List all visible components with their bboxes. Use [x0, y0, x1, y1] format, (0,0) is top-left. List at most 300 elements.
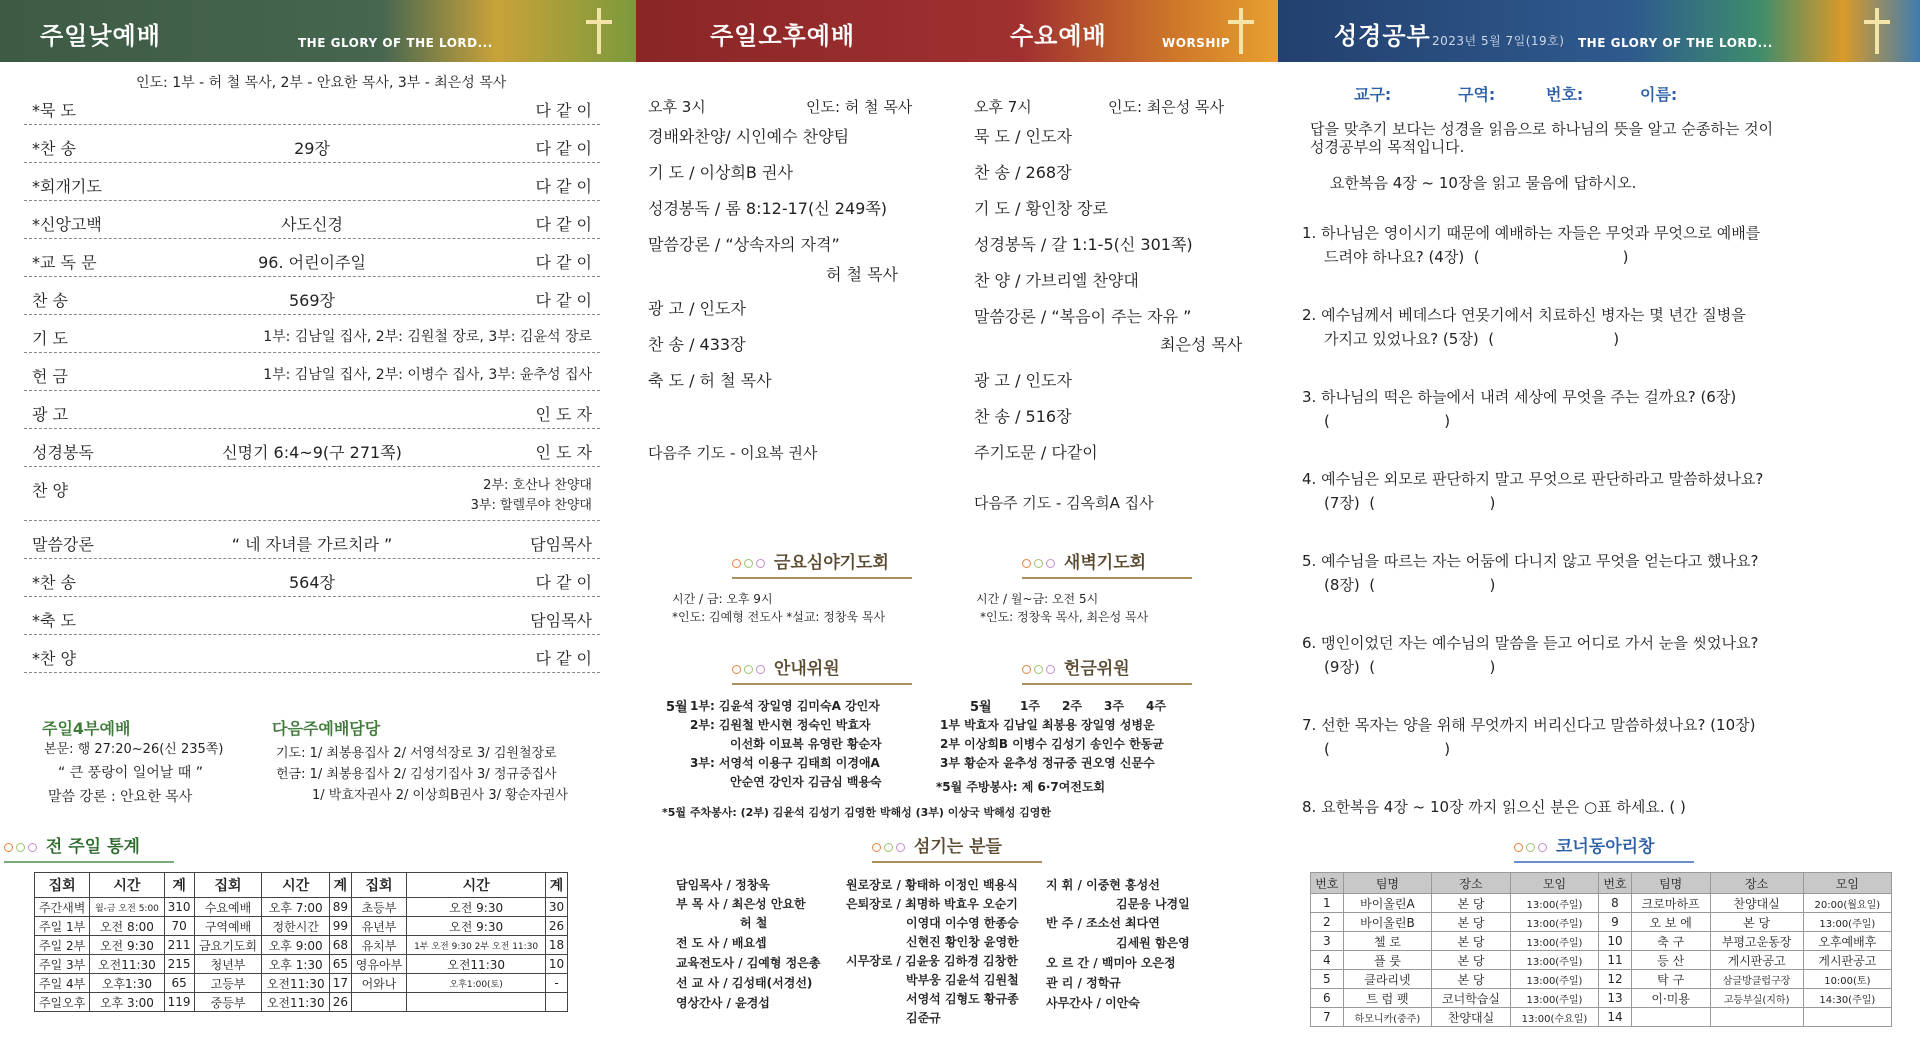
order-item-label: 성경봉독	[32, 443, 94, 462]
afternoon-order-line: 광 고 / 인도자	[648, 299, 746, 318]
stats-cell	[351, 993, 406, 1012]
stats-cell: 오전11:30	[90, 955, 164, 974]
question-answer-blank: 가지고 있었나요? (5장) ( )	[1324, 330, 1620, 348]
stats-header: 계	[546, 873, 568, 898]
club-cell: 13:00(주일)	[1510, 970, 1598, 989]
issue-date: 2023년 5월 7일(19호)	[1432, 34, 1565, 48]
question-text: 3. 하나님의 떡은 하늘에서 내려 세상에 무엇을 주는 걸까요? (6장)	[1302, 388, 1737, 406]
friday-leaders: *인도: 김예형 전도사 *설교: 정창욱 목사	[672, 610, 886, 624]
order-item-label: 찬 송	[32, 291, 68, 310]
club-cell: 본 당	[1432, 951, 1511, 970]
club-cell: 본 당	[1432, 932, 1511, 951]
club-cell: 삼글방클럽구장	[1710, 970, 1803, 989]
dots-icon	[732, 553, 768, 573]
order-item-detail: 사도신경	[281, 215, 343, 234]
stats-cell: 월-금 오전 5:00	[90, 898, 164, 917]
stats-cell: 청년부	[194, 955, 262, 974]
club-header: 모임	[1803, 873, 1891, 894]
club-cell: 8	[1599, 894, 1632, 913]
club-cell: 본 당	[1432, 970, 1511, 989]
order-item-label: *회개기도	[32, 177, 102, 196]
order-item-detail: 569장	[289, 291, 335, 310]
staff-line: 원로장로 / 황태하 이정인 백용식	[846, 878, 1018, 892]
order-item-detail: “ 네 자녀를 가르치라 ”	[231, 535, 393, 554]
stats-header: 집회	[351, 873, 406, 898]
club-cell: 13:00(주일)	[1510, 894, 1598, 913]
question-text: 1. 하나님은 영이시기 때문에 예배하는 자들은 무엇과 무엇으로 예배를	[1302, 224, 1761, 242]
staff-line: 선 교 사 / 김성태(서경선)	[676, 976, 813, 990]
dawn-prayer-title: 새벽기도회	[1063, 553, 1147, 573]
offering-week-label: 1주	[1020, 699, 1040, 713]
stats-cell: 구역예배	[194, 917, 262, 936]
service-leaders: 인도: 1부 - 허 철 목사, 2부 - 안요한 목사, 3부 - 최은성 목사	[136, 75, 507, 91]
club-cell: 오후예배후	[1803, 932, 1891, 951]
stats-cell: 유치부	[351, 936, 406, 955]
stats-cell: 89	[330, 898, 352, 917]
stats-row	[35, 955, 568, 974]
stats-cell: 수요예배	[194, 898, 262, 917]
staff-line: 관 리 / 정학규	[1046, 976, 1121, 990]
next-week-prayer: 기도: 1/ 최봉용집사 2/ 서영석장로 3/ 김원철장로	[276, 746, 557, 761]
club-cell: 13:00(주일)	[1510, 951, 1598, 970]
friday-time: 시간 / 금: 오후 9시	[672, 592, 773, 606]
dots-icon	[1514, 837, 1550, 857]
order-item-label: 찬 양	[32, 481, 68, 500]
club-header: 팀명	[1631, 873, 1710, 894]
staff-line: 서영석 김형도 황규종	[906, 992, 1019, 1006]
club-header: 번호	[1599, 873, 1632, 894]
question-answer-blank: 드려야 하나요? (4장) ( )	[1324, 248, 1629, 266]
club-cell: 본 당	[1710, 913, 1803, 932]
stats-header: 집회	[35, 873, 90, 898]
question-text: 6. 맹인이었던 자는 예수님의 말씀을 듣고 어디로 가서 눈을 씻었나요?	[1302, 634, 1759, 652]
stats-row	[35, 936, 568, 955]
wednesday-order-line: 성경봉독 / 갈 1:1-5(신 301쪽)	[974, 235, 1193, 254]
club-row	[1311, 989, 1892, 1008]
stats-cell: 65	[330, 955, 352, 974]
club-cell: 크로마하프	[1631, 894, 1710, 913]
club-cell: 이·미용	[1631, 989, 1710, 1008]
order-row	[24, 466, 600, 521]
stats-cell: 오후 3:00	[90, 993, 164, 1012]
club-cell: 오 보 에	[1631, 913, 1710, 932]
afternoon-banner	[636, 0, 1278, 62]
club-cell: 5	[1311, 970, 1344, 989]
stats-cell: 오후1:30	[90, 974, 164, 993]
panel-title-wednesday: 수요예배	[1010, 22, 1107, 50]
staff-line: 담임목사 / 정창욱	[676, 878, 770, 892]
club-cell: 게시판공고	[1803, 951, 1891, 970]
stats-header: 시간	[262, 873, 330, 898]
panel-title: 주일낮예배	[40, 22, 161, 50]
stats-cell: 금요기도회	[194, 936, 262, 955]
usher-month: 5월	[666, 700, 688, 715]
stats-cell: -	[546, 974, 568, 993]
stats-cell: 211	[164, 936, 194, 955]
sunday-service-panel	[0, 0, 636, 1061]
order-item-label: *찬 송	[32, 139, 76, 158]
stats-cell: 초등부	[351, 898, 406, 917]
dots-icon	[1022, 659, 1058, 679]
order-row	[24, 558, 600, 597]
club-cell: 바이올린B	[1343, 913, 1431, 932]
stats-cell: 정한시간	[262, 917, 330, 936]
club-header: 장소	[1710, 873, 1803, 894]
staff-line: 신현진 황인창 윤영한	[906, 935, 1019, 949]
stats-cell: 65	[164, 974, 194, 993]
club-cell: 11	[1599, 951, 1632, 970]
club-cell: 클라리넷	[1343, 970, 1431, 989]
stats-cell: 오전 9:30	[90, 936, 164, 955]
stats-title: 전 주일 통계	[45, 837, 140, 857]
stats-cell: 주간새벽	[35, 898, 90, 917]
order-item-label: *축 도	[32, 611, 76, 630]
field-label: 이름:	[1640, 85, 1678, 104]
wednesday-order-line: 기 도 / 황인창 장로	[974, 199, 1108, 218]
wednesday-order-line: 찬 양 / 가브리엘 찬양대	[974, 271, 1139, 290]
club-cell: 바이올린A	[1343, 894, 1431, 913]
question-answer-blank: (9장) ( )	[1324, 658, 1496, 676]
order-row	[24, 352, 600, 391]
stats-cell: 중등부	[194, 993, 262, 1012]
club-header: 장소	[1432, 873, 1511, 894]
stats-cell: 주일 3부	[35, 955, 90, 974]
wednesday-order-line: 찬 송 / 268장	[974, 163, 1072, 182]
club-cell: 고등부실(지하)	[1710, 989, 1803, 1008]
stats-cell	[546, 993, 568, 1012]
afternoon-wednesday-panel	[636, 0, 1278, 1061]
panel-title: 성경공부	[1334, 22, 1431, 50]
bible-study-banner	[1278, 0, 1920, 62]
order-item-leader: 다 같 이	[535, 101, 592, 120]
order-row	[24, 238, 600, 277]
stats-cell: 1부 오전 9:30 2부 오전 11:30	[407, 936, 546, 955]
order-item-leader: 1부: 김남일 집사, 2부: 이병수 집사, 3부: 윤추성 집사	[263, 367, 592, 383]
instruction: 요한복음 4장 ~ 10장을 읽고 물음에 답하시오.	[1330, 174, 1637, 192]
club-cell: 10	[1599, 932, 1632, 951]
stats-row	[35, 974, 568, 993]
pm-time: 오후 3시	[648, 98, 706, 116]
order-item-leader: 담임목사	[530, 535, 592, 554]
club-cell: 14	[1599, 1008, 1632, 1027]
club-cell: 13:00(주일)	[1803, 913, 1891, 932]
friday-prayer-title: 금요심야기도회	[773, 553, 889, 573]
wednesday-order-line: 찬 송 / 516장	[974, 407, 1072, 426]
club-cell: 2	[1311, 913, 1344, 932]
stats-cell: 오전11:30	[407, 955, 546, 974]
club-cell: 찬양대실	[1710, 894, 1803, 913]
order-row	[24, 520, 600, 559]
club-cell: 12	[1599, 970, 1632, 989]
panel-subtitle: THE GLORY OF THE LORD...	[1578, 36, 1773, 50]
stats-cell: 26	[546, 917, 568, 936]
club-heading	[1514, 832, 1694, 863]
sunday-service-banner	[0, 0, 636, 62]
order-item-label: 헌 금	[32, 367, 68, 386]
club-cell: 트 럼 펫	[1343, 989, 1431, 1008]
club-header: 팀명	[1343, 873, 1431, 894]
question-text: 7. 선한 목자는 양을 위해 무엇까지 버리신다고 말씀하셨나요? (10장)	[1302, 716, 1756, 734]
club-cell: 3	[1311, 932, 1344, 951]
club-cell: 13:00(주일)	[1510, 989, 1598, 1008]
club-cell: 게시판공고	[1710, 951, 1803, 970]
kitchen-service-note: *5월 주방봉사: 제 6·7여전도회	[936, 780, 1106, 794]
stats-cell: 오전 9:30	[407, 898, 546, 917]
club-cell: 등 산	[1631, 951, 1710, 970]
staff-line: 오 르 간 / 백미아 오은정	[1046, 956, 1176, 970]
offering-week-label: 2주	[1062, 699, 1082, 713]
order-row	[24, 86, 600, 125]
cross-icon	[1228, 8, 1254, 54]
afternoon-order-line: 성경봉독 / 롬 8:12-17(신 249쪽)	[648, 199, 888, 218]
stats-cell: 오전11:30	[262, 993, 330, 1012]
stats-cell: 주일 1부	[35, 917, 90, 936]
panel-subtitle: THE GLORY OF THE LORD...	[298, 36, 493, 50]
club-cell: 코너학습실	[1432, 989, 1511, 1008]
order-row	[24, 428, 600, 467]
question-text: 2. 예수님께서 베데스다 연못기에서 치료하신 병자는 몇 년간 질병을	[1302, 306, 1746, 324]
stats-cell: 68	[330, 936, 352, 955]
order-row	[24, 200, 600, 239]
panel-subtitle: WORSHIP	[1162, 36, 1231, 50]
stats-cell: 영유아부	[351, 955, 406, 974]
stats-cell: 오후 9:00	[262, 936, 330, 955]
order-item-leader: 2부: 호산나 찬양대	[483, 478, 592, 493]
order-item-label: *교 독 문	[32, 253, 97, 272]
stats-cell: 18	[546, 936, 568, 955]
offering-line: 1부 박효자 김남일 최봉용 장일영 성병운	[940, 718, 1155, 732]
order-item-label: *찬 송	[32, 573, 76, 592]
fourth-service-text: 본문: 행 27:20~26(신 235쪽)	[44, 742, 224, 757]
club-cell: 4	[1311, 951, 1344, 970]
cross-icon	[586, 8, 612, 54]
club-cell: 본 당	[1432, 894, 1511, 913]
stats-cell: 고등부	[194, 974, 262, 993]
club-cell: 부평고운동장	[1710, 932, 1803, 951]
club-cell	[1803, 1008, 1891, 1027]
order-item-leader: 다 같 이	[535, 177, 592, 196]
pm-leader: 인도: 허 철 목사	[806, 98, 913, 116]
panel-title-afternoon: 주일오후예배	[710, 22, 856, 50]
dots-icon	[4, 837, 40, 857]
order-item-leader: 인 도 자	[535, 443, 592, 462]
club-row	[1311, 932, 1892, 951]
staff-heading	[872, 832, 1042, 863]
offering-week-label: 4주	[1146, 699, 1166, 713]
club-cell: 찬양대실	[1432, 1008, 1511, 1027]
staff-line: 전 도 사 / 배요셉	[676, 936, 767, 950]
wednesday-order-line: 말씀강론 / “복음이 주는 자유 ”	[974, 307, 1192, 326]
next-week-offering: 헌금: 1/ 최봉용집사 2/ 김성기집사 3/ 정규중집사	[276, 767, 557, 782]
club-cell: 7	[1311, 1008, 1344, 1027]
offering-title: 헌금위원	[1063, 659, 1130, 679]
afternoon-order-line: 기 도 / 이상희B 권사	[648, 163, 793, 182]
offering-line: 2부 이상희B 이병수 김성기 송인수 한동균	[940, 737, 1164, 751]
usher-title: 안내위원	[773, 659, 840, 679]
staff-line: 박부웅 김윤석 김원철	[906, 973, 1019, 987]
club-row	[1311, 970, 1892, 989]
next-week-offering-2: 1/ 박효자권사 2/ 이상희B권사 3/ 황순자권사	[312, 788, 568, 803]
stats-cell: 어와나	[351, 974, 406, 993]
afternoon-order-line: 경배와찬양/ 시인예수 찬양팀	[648, 127, 850, 146]
order-row	[24, 162, 600, 201]
stats-cell: 215	[164, 955, 194, 974]
stats-cell: 유년부	[351, 917, 406, 936]
order-item-detail: 96. 어린이주일	[258, 253, 366, 272]
offering-line: 3부 황순자 윤추성 정규중 권오영 신문수	[940, 756, 1155, 770]
bible-study-panel	[1278, 0, 1920, 1061]
club-table	[1310, 872, 1892, 1027]
staff-line: 영상간사 / 윤경섭	[676, 996, 770, 1010]
order-row	[24, 634, 600, 673]
club-cell: 20:00(월요일)	[1803, 894, 1891, 913]
stats-cell: 주일 2부	[35, 936, 90, 955]
cross-icon	[1864, 8, 1890, 54]
staff-line: 이영대 이수영 한종승	[906, 916, 1019, 930]
staff-line: 반 주 / 조소선 최다연	[1046, 916, 1160, 930]
order-item-leader: 다 같 이	[535, 291, 592, 310]
order-row	[24, 314, 600, 353]
stats-row	[35, 898, 568, 917]
stats-cell: 오전 9:30	[407, 917, 546, 936]
field-label: 번호:	[1546, 85, 1584, 104]
order-item-label: *찬 양	[32, 649, 76, 668]
staff-line: 허 철	[740, 916, 768, 930]
usher-heading	[732, 654, 912, 685]
next-week-title: 다음주예배담당	[272, 719, 381, 738]
order-item-leader: 인 도 자	[535, 405, 592, 424]
dots-icon	[872, 837, 908, 857]
club-cell: 플 룻	[1343, 951, 1431, 970]
stats-cell: 주일오후	[35, 993, 90, 1012]
order-item-leader: 다 같 이	[535, 573, 592, 592]
stats-header: 계	[164, 873, 194, 898]
staff-line: 시무장로 / 김윤웅 김하경 김창한	[846, 954, 1018, 968]
order-item-leader-2: 3부: 할렐루야 찬양대	[470, 498, 592, 513]
staff-line: 김준규	[906, 1011, 941, 1025]
order-item-detail: 29장	[294, 139, 330, 158]
club-header: 모임	[1510, 873, 1598, 894]
order-item-leader: 담임목사	[530, 611, 592, 630]
field-label: 구역:	[1458, 85, 1496, 104]
pm-next-prayer: 다음주 기도 - 이요복 권사	[648, 444, 818, 462]
stats-cell: 오전11:30	[262, 974, 330, 993]
club-cell: 10:00(토)	[1803, 970, 1891, 989]
fourth-service-title: 주일4부예배	[42, 719, 131, 738]
stats-cell: 26	[330, 993, 352, 1012]
stats-cell: 99	[330, 917, 352, 936]
question-text: 4. 예수님은 외모로 판단하지 말고 무엇으로 판단하라고 말씀하셨나요?	[1302, 470, 1764, 488]
staff-line: 김문응 나경일	[1116, 897, 1190, 911]
stats-cell: 17	[330, 974, 352, 993]
club-row	[1311, 1008, 1892, 1027]
dawn-leaders: *인도: 정창욱 목사, 최은성 목사	[980, 610, 1149, 624]
question-text: 5. 예수님을 따르는 자는 어둠에 다니지 않고 무엇을 얻는다고 했나요?	[1302, 552, 1759, 570]
stats-header: 집회	[194, 873, 262, 898]
club-cell	[1710, 1008, 1803, 1027]
stats-cell: 30	[546, 898, 568, 917]
stats-header: 시간	[90, 873, 164, 898]
club-cell: 하모니카(중주)	[1343, 1008, 1431, 1027]
afternoon-order-line: 축 도 / 허 철 목사	[648, 371, 772, 390]
stats-header: 계	[330, 873, 352, 898]
usher-line: 안순연 강인자 김금심 백용숙	[730, 775, 882, 789]
wed-time: 오후 7시	[974, 98, 1032, 116]
club-cell: 14:30(주일)	[1803, 989, 1891, 1008]
club-cell: 6	[1311, 989, 1344, 1008]
order-item-label: *묵 도	[32, 101, 76, 120]
club-cell: 13:00(주일)	[1510, 913, 1598, 932]
order-item-label: 말씀강론	[32, 535, 94, 554]
afternoon-order-line: 찬 송 / 433장	[648, 335, 746, 354]
wednesday-order-line: 최은성 목사	[1160, 335, 1243, 354]
order-item-label: *신앙고백	[32, 215, 102, 234]
parking-service-note: *5월 주차봉사: (2부) 김윤석 김성기 김영한 박해성 (3부) 이상국 박해성 김영한	[662, 806, 1052, 819]
question-answer-blank: ( )	[1324, 412, 1451, 430]
stats-cell: 오후 1:30	[262, 955, 330, 974]
stats-cell: 119	[164, 993, 194, 1012]
staff-line: 지 휘 / 이중현 홍성선	[1046, 878, 1160, 892]
staff-title: 섬기는 분들	[913, 837, 1002, 857]
stats-cell: 70	[164, 917, 194, 936]
staff-line: 은퇴장로 / 최명하 박효우 오순기	[846, 897, 1018, 911]
order-item-leader: 다 같 이	[535, 253, 592, 272]
order-item-leader: 다 같 이	[535, 139, 592, 158]
usher-line: 이선화 이묘복 유영란 황순자	[730, 737, 882, 751]
staff-line: 김세원 함은영	[1116, 936, 1190, 950]
wednesday-order-line: 주기도문 / 다같이	[974, 443, 1098, 462]
club-title: 코너동아리창	[1555, 837, 1655, 857]
staff-line: 사무간사 / 이안숙	[1046, 996, 1140, 1010]
club-cell: 13:00(주일)	[1510, 932, 1598, 951]
stats-cell: 오전 8:00	[90, 917, 164, 936]
stats-cell	[407, 993, 546, 1012]
wed-leader: 인도: 최은성 목사	[1108, 98, 1225, 116]
usher-line: 2부: 김원철 반시현 정숙인 박효자	[690, 718, 871, 732]
club-cell: 축 구	[1631, 932, 1710, 951]
fourth-service-speaker: 말씀 강론 : 안요한 목사	[48, 789, 193, 805]
intro-line-1: 답을 맞추기 보다는 성경을 읽음으로 하나님의 뜻을 알고 순종하는 것이	[1310, 120, 1774, 138]
question-text: 8. 요한복음 4장 ~ 10장 까지 읽으신 분은 ○표 하세요. ( )	[1302, 798, 1686, 816]
wed-next-prayer: 다음주 기도 - 김옥희A 집사	[974, 494, 1154, 512]
usher-line: 3부: 서영석 이용구 김태희 이경애A	[690, 756, 880, 770]
club-cell: 첼 로	[1343, 932, 1431, 951]
order-item-detail: 신명기 6:4~9(구 271쪽)	[222, 443, 402, 462]
stats-heading	[4, 832, 174, 863]
club-header: 번호	[1311, 873, 1344, 894]
stats-cell: 310	[164, 898, 194, 917]
friday-prayer-heading	[732, 548, 912, 579]
stats-table	[34, 872, 568, 1012]
stats-row	[35, 917, 568, 936]
order-row	[24, 276, 600, 315]
stats-cell: 10	[546, 955, 568, 974]
offering-week-label: 3주	[1104, 699, 1124, 713]
club-cell: 1	[1311, 894, 1344, 913]
usher-line: 1부: 김윤석 장일영 김미숙A 강인자	[690, 699, 880, 713]
stats-row	[35, 993, 568, 1012]
dots-icon	[1022, 553, 1058, 573]
order-item-detail: 564장	[289, 573, 335, 592]
fourth-service-sermon: “ 큰 풍랑이 일어날 때 ”	[58, 765, 203, 781]
stats-cell: 주일 4부	[35, 974, 90, 993]
order-item-leader: 다 같 이	[535, 649, 592, 668]
offering-month: 5월	[970, 700, 992, 715]
question-answer-blank: (8장) ( )	[1324, 576, 1496, 594]
club-cell: 본 당	[1432, 913, 1511, 932]
order-item-label: 광 고	[32, 405, 68, 424]
afternoon-order-line: 허 철 목사	[826, 265, 898, 284]
